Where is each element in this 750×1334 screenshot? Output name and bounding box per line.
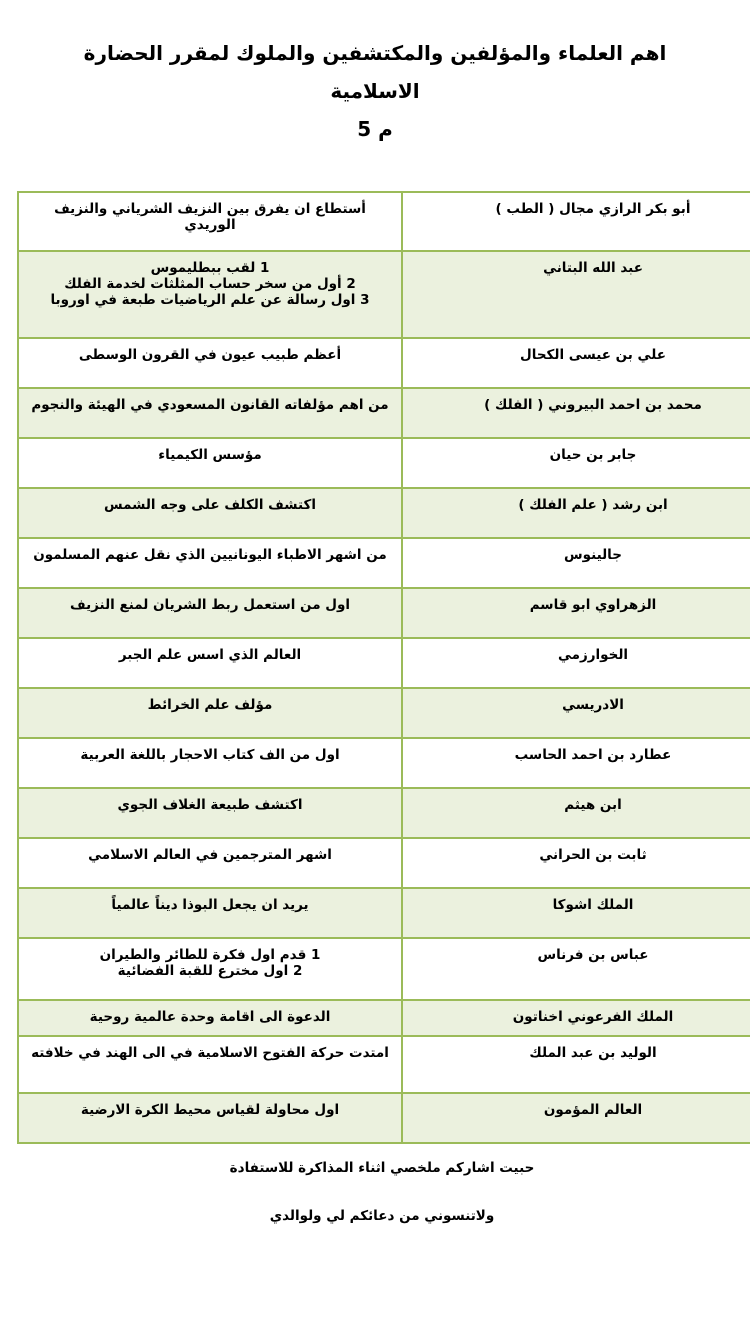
scholars-table [17, 191, 750, 1144]
achievement-line: اول من الف كتاب الاحجار باللغة العربية [80, 747, 340, 763]
scholar-achievement-cell [18, 538, 402, 588]
scholar-achievement-cell [18, 738, 402, 788]
scholar-achievement-cell [18, 638, 402, 688]
achievement-line: 1 قدم اول فكرة للطائر والطيران [99, 947, 321, 963]
achievement-line: 2 اول مخترع للقبة الفضائية [117, 963, 303, 979]
scholar-achievement-cell [18, 688, 402, 738]
achievement-line: اول من استعمل ربط الشريان لمنع النزيف [70, 597, 350, 613]
table-row [18, 1036, 750, 1093]
scholar-achievement-cell [18, 1036, 402, 1093]
scholar-name-cell: الملك اشوكا [402, 888, 750, 938]
achievement-line: الدعوة الى اقامة وحدة عالمية روحية [89, 1009, 331, 1025]
achievement-line: اكتشف طبيعة الغلاف الجوي [117, 797, 303, 813]
scholars-table-body [18, 192, 750, 1143]
scholar-achievement-cell [18, 338, 402, 388]
achievement-line: يريد ان يجعل البوذا ديناً عالمياً [111, 897, 309, 913]
achievement-line: العالم الذي اسس علم الجبر [118, 647, 302, 663]
table-row [18, 338, 750, 388]
table-row [18, 838, 750, 888]
footer-note: حبيت اشاركم ملخصي اثناء المذاكرة للاستفادة [229, 1160, 535, 1176]
table-row [18, 388, 750, 438]
achievement-line: مؤلف علم الخرائط [147, 697, 273, 713]
achievement-line: من اشهر الاطباء اليونانيين الذي نقل عنهم المسلمون [33, 547, 387, 563]
scholar-name-cell: الوليد بن عبد الملك [402, 1036, 750, 1093]
page-title [40, 34, 710, 148]
table-row [18, 251, 750, 338]
scholar-achievement-cell [18, 488, 402, 538]
scholar-name-cell: ابن هيثم [402, 788, 750, 838]
page-title-line-2: م 5 [357, 117, 393, 141]
table-row [18, 192, 750, 251]
scholar-achievement-cell [18, 192, 402, 251]
table-row [18, 638, 750, 688]
scholar-name-cell: جالينوس [402, 538, 750, 588]
scholar-achievement-cell [18, 838, 402, 888]
table-row [18, 538, 750, 588]
table-row [18, 438, 750, 488]
scholar-achievement-cell [18, 251, 402, 338]
table-row [18, 688, 750, 738]
scholar-name-cell: عبد الله البتاني [402, 251, 750, 338]
scholar-achievement-cell [18, 588, 402, 638]
table-row [18, 888, 750, 938]
scholar-name-cell: ابن رشد ( علم الفلك ) [402, 488, 750, 538]
table-row [18, 1093, 750, 1143]
scholar-name-cell: جابر بن حيان [402, 438, 750, 488]
scholar-name-cell: علي بن عيسى الكحال [402, 338, 750, 388]
scholar-name-cell: محمد بن احمد البيروني ( الفلك ) [402, 388, 750, 438]
achievement-line: أستطاع ان يفرق بين النزيف الشرياني والنزيف الوريدي [54, 201, 366, 233]
scholar-achievement-cell [18, 938, 402, 1000]
achievement-line: اشهر المترجمين في العالم الاسلامي [88, 847, 332, 863]
scholar-achievement-cell [18, 788, 402, 838]
scholar-name-cell: عباس بن فرناس [402, 938, 750, 1000]
table-row [18, 788, 750, 838]
scholar-achievement-cell [18, 1093, 402, 1143]
scholar-name-cell: الادريسي [402, 688, 750, 738]
table-row [18, 1000, 750, 1036]
scholar-achievement-cell [18, 1000, 402, 1036]
scholar-achievement-cell [18, 888, 402, 938]
scholar-name-cell: الزهراوي ابو قاسم [402, 588, 750, 638]
scholar-name-cell: أبو بكر الرازي مجال ( الطب ) [402, 192, 750, 251]
scholar-name-cell: العالم المؤمون [402, 1093, 750, 1143]
scholar-name-cell: عطارد بن احمد الحاسب [402, 738, 750, 788]
achievement-line: 2 أول من سخر حساب المثلثات لخدمة الفلك [64, 276, 356, 292]
scholar-name-cell: ثابت بن الحراني [402, 838, 750, 888]
scholar-achievement-cell [18, 438, 402, 488]
page-title-line-1: اهم العلماء والمؤلفين والمكتشفين والملوك لمقرر الحضارة الاسلامية [83, 41, 667, 103]
achievement-line: امتدت حركة الفتوح الاسلامية في الى الهند في خلافته [31, 1045, 389, 1061]
achievement-line: مؤسس الكيمياء [158, 447, 262, 463]
table-row [18, 488, 750, 538]
table-row [18, 588, 750, 638]
achievement-line: 1 لقب ببطليموس [150, 260, 270, 276]
table-row [18, 738, 750, 788]
scholar-name-cell: الملك الفرعوني اخناتون [402, 1000, 750, 1036]
achievement-line: اكتشف الكلف على وجه الشمس [103, 497, 316, 513]
table-row [18, 938, 750, 1000]
achievement-line: 3 اول رسالة عن علم الرياضيات طبعة في اوروبا [50, 292, 370, 308]
achievement-line: من اهم مؤلفاته القانون المسعودي في الهيئة والنجوم [31, 397, 389, 413]
scholar-achievement-cell [18, 388, 402, 438]
scholar-name-cell: الخوارزمي [402, 638, 750, 688]
achievement-line: اول محاولة لقياس محيط الكرة الارضية [80, 1102, 340, 1118]
footer-prayer-request: ولاتنسوني من دعائكم لي ولوالدي [269, 1208, 495, 1224]
achievement-line: أعظم طبيب عيون في القرون الوسطى [78, 347, 342, 363]
